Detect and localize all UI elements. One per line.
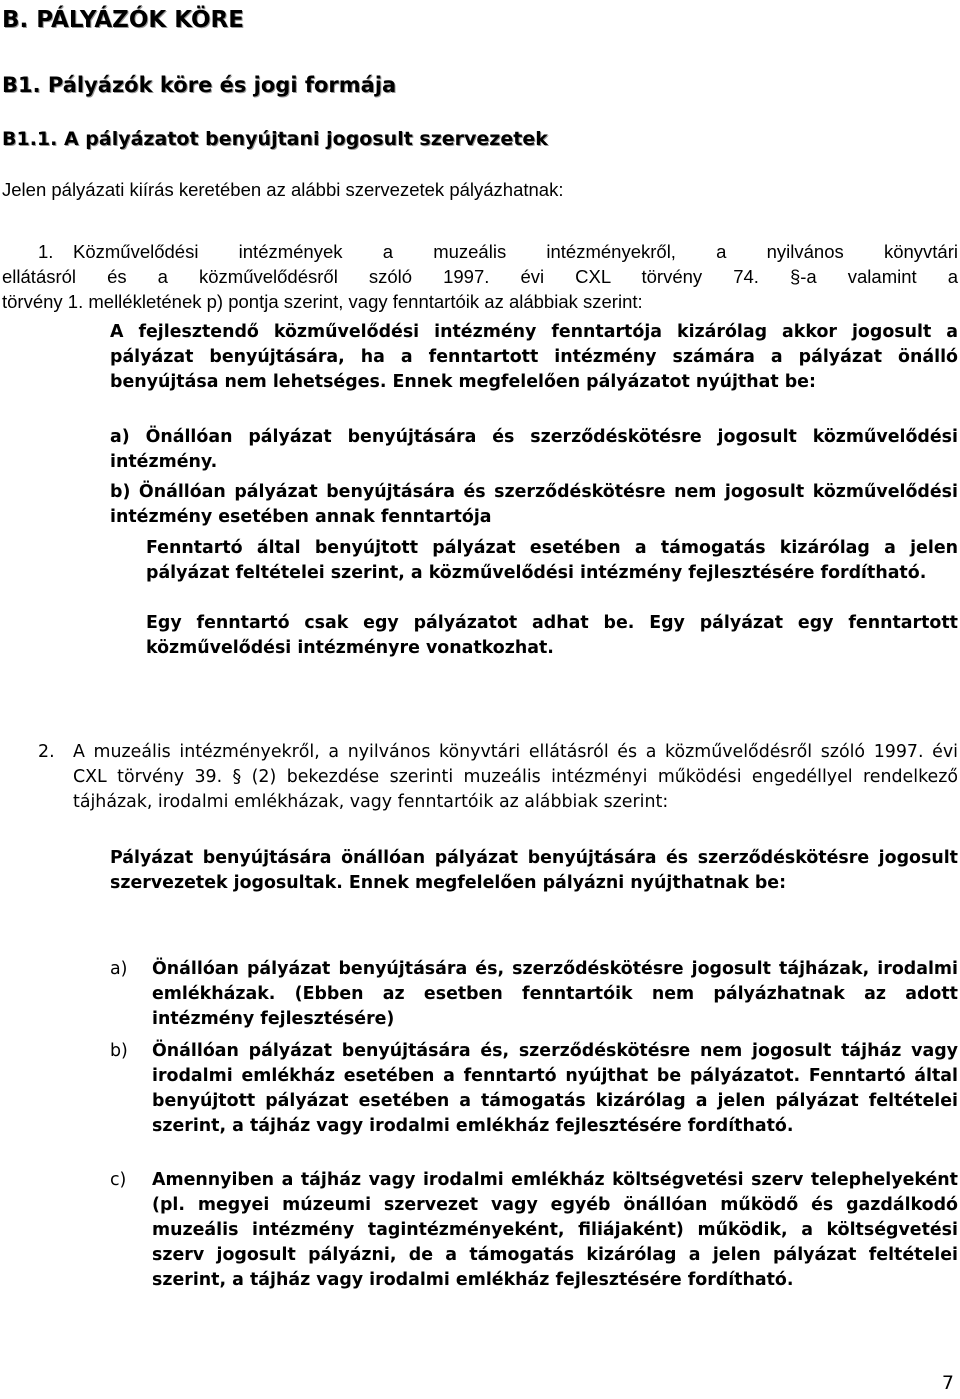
- item1-option-a: a) Önállóan pályázat benyújtására és szerződéskötésre jogosult közművelődési intézmény.: [110, 427, 958, 472]
- item1-line1: Közművelődési intézmények a muzeális intézményekről, a nyilvános könyvtári: [73, 241, 958, 262]
- item1-note-2: Egy fenntartó csak egy pályázatot adhat be. Egy pályázat egy fenntartott közművelődési intézményre vonatkozhat.: [146, 613, 958, 658]
- item2-option-a-label: a): [110, 959, 128, 979]
- item2-number: 2.: [38, 742, 55, 762]
- item2-option-b-label: b): [110, 1041, 128, 1061]
- intro-paragraph: Jelen pályázati kiírás keretében az alábbi szervezetek pályázhatnak:: [2, 179, 564, 200]
- item2-option-c: Amennyiben a tájház vagy irodalmi emlékház költségvetési szerv telephelyeként (pl. megyei múzeumi szervezet vagy egyéb önállóan működő és gazdálkodó muzeális intézmény tagintézményeként, filiájaként) működik, a költségvetési szerv jogosult pályázni, de a támogatás kizárólag a jelen pályázat feltételei szerint, a tájház vagy irodalmi emlékház fejlesztésére fordítható.: [152, 1170, 958, 1290]
- item1-note-1: Fenntartó által benyújtott pályázat esetében a támogatás kizárólag a jelen pályázat feltételei szerint, a közművelődési intézmény fejlesztésére fordítható.: [146, 538, 958, 583]
- item2-option-a: Önállóan pályázat benyújtására és, szerződéskötésre jogosult tájházak, irodalmi emlékházak. (Ebben az esetben fenntartóik nem pályázhatnak az adott intézmény fejlesztésére): [152, 959, 958, 1029]
- section-subtitle: B1. Pályázók köre és jogi formája: [2, 73, 397, 97]
- item1-line2: ellátásról és a közművelődésről szóló 1997. évi CXL törvény 74. §-a valamint a: [2, 266, 958, 287]
- page-number: 7: [941, 1372, 954, 1394]
- section-title: B. PÁLYÁZÓK KÖRE: [2, 7, 244, 33]
- item1-line3: törvény 1. mellékletének p) pontja szerint, vagy fenntartóik az alábbiak szerint:: [2, 291, 643, 312]
- item2-rule: Pályázat benyújtására önállóan pályázat benyújtására és szerződéskötésre jogosult szervezetek jogosultak. Ennek megfelelően pályázni nyújthatnak be:: [110, 848, 958, 893]
- section-subsubtitle: B1.1. A pályázatot benyújtani jogosult szervezetek: [2, 128, 548, 150]
- item1-option-b: b) Önállóan pályázat benyújtására és szerződéskötésre nem jogosult közművelődési intézmény esetében annak fenntartója: [110, 482, 958, 527]
- item2-option-c-label: c): [110, 1170, 127, 1190]
- item1-number: 1.: [38, 241, 54, 262]
- item2-option-b: Önállóan pályázat benyújtására és, szerződéskötésre nem jogosult tájház vagy irodalmi emlékház esetében a fenntartó nyújthat be pályázatot. Fenntartó által benyújtott pályázat esetében a támogatás kizárólag a jelen pályázat feltételei szerint, a tájház vagy irodalmi emlékház fejlesztésére fordítható.: [152, 1041, 958, 1136]
- item2-paragraph: A muzeális intézményekről, a nyilvános könyvtári ellátásról és a közművelődésről szóló 1997. évi CXL törvény 39. § (2) bekezdése szerinti muzeális intézményi működési engedéllyel rendelkező tájházak, irodalmi emlékházak, vagy fenntartóik az alábbiak szerint:: [73, 742, 958, 812]
- item1-rule: A fejlesztendő közművelődési intézmény fenntartója kizárólag akkor jogosult a pályázat benyújtására, ha a fenntartott intézmény számára a pályázat önálló benyújtása nem lehetséges. Ennek megfelelően pályázatot nyújthat be:: [110, 322, 958, 392]
